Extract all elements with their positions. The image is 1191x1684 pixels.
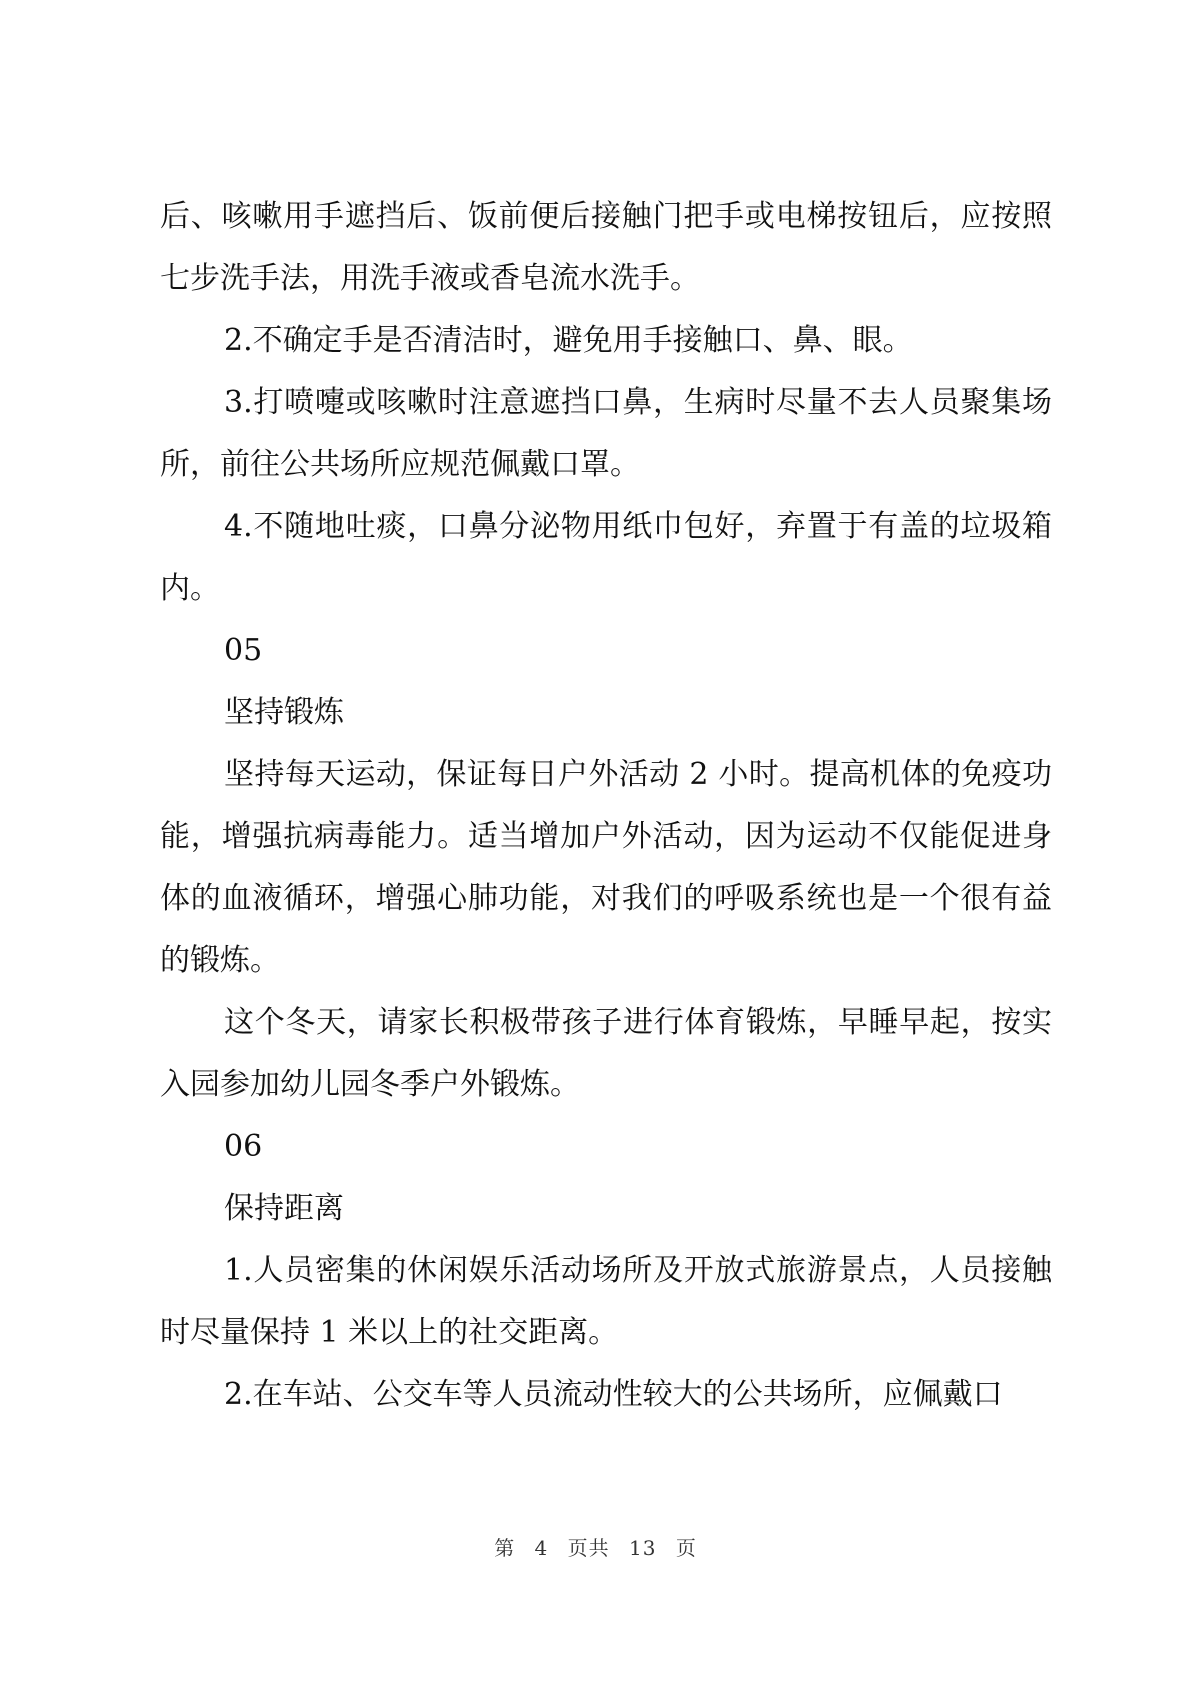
paragraph-winter-exercise: 这个冬天，请家长积极带孩子进行体育锻炼，早睡早起，按实入园参加幼儿园冬季户外锻炼。: [160, 1005, 1052, 1102]
section-heading-distance: 保持距离: [224, 1191, 344, 1226]
section-number-05: 05: [224, 633, 263, 668]
document-body: [160, 186, 1052, 1426]
paragraph-item-2-public-places: 2.在车站、公交车等人员流动性较大的公共场所，应佩戴口: [224, 1377, 1003, 1412]
section-number-06: 06: [224, 1129, 263, 1164]
paragraph-item-3-cover-sneeze: 3.打喷嚏或咳嗽时注意遮挡口鼻，生病时尽量不去人员聚集场所，前往公共场所应规范佩戴口罩。: [160, 385, 1052, 482]
paragraph-handwashing-continued: 后、咳嗽用手遮挡后、饭前便后接触门把手或电梯按钮后，应按照七步洗手法，用洗手液或香皂流水洗手。: [160, 199, 1052, 296]
footer-current-page: 4: [534, 1536, 549, 1560]
footer-middle: 页共: [567, 1536, 610, 1560]
footer-total-pages: 13: [629, 1536, 657, 1560]
paragraph-item-2-clean-hands: 2.不确定手是否清洁时，避免用手接触口、鼻、眼。: [224, 323, 913, 358]
paragraph-item-4-no-spitting: 4.不随地吐痰，口鼻分泌物用纸巾包好，弃置于有盖的垃圾箱内。: [160, 509, 1052, 606]
section-heading-exercise: 坚持锻炼: [224, 695, 344, 730]
page-footer: [0, 1532, 1191, 1561]
footer-prefix: 第: [494, 1536, 516, 1560]
paragraph-daily-exercise: 坚持每天运动，保证每日户外活动 2 小时。提高机体的免疫功能，增强抗病毒能力。适当增加户外活动，因为运动不仅能促进身体的血液循环，增强心肺功能，对我们的呼吸系统也是一个很有益的锻炼。: [160, 757, 1052, 978]
paragraph-item-1-social-distance: 1.人员密集的休闲娱乐活动场所及开放式旅游景点，人员接触时尽量保持 1 米以上的社交距离。: [160, 1253, 1052, 1350]
footer-suffix: 页: [675, 1536, 697, 1560]
